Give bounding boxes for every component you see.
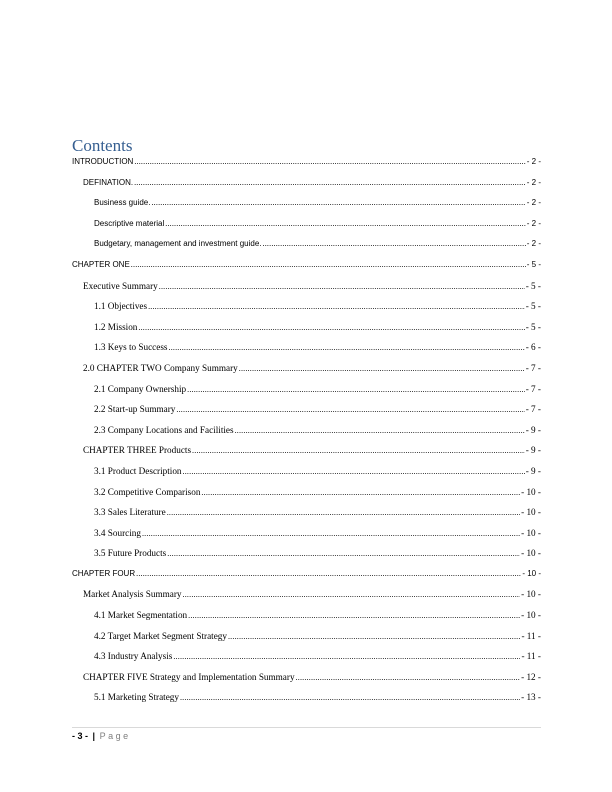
toc-dot-leader (188, 611, 520, 620)
toc-entry-page: - 12 - (521, 671, 541, 682)
toc-dot-leader (228, 632, 520, 641)
page-footer (72, 727, 541, 741)
toc-entry[interactable] (72, 569, 541, 590)
toc-entry-page: - 10 - (522, 568, 541, 578)
toc-entry[interactable] (72, 384, 541, 405)
toc-entry-label: CHAPTER FOUR (72, 568, 136, 578)
toc-dot-leader (134, 178, 526, 187)
toc-entry-page: - 2 - (526, 239, 541, 249)
toc-dot-leader (159, 282, 525, 291)
toc-entry[interactable] (72, 589, 541, 610)
toc-entry-page: - 7 - (525, 383, 541, 394)
toc-dot-leader (239, 364, 525, 373)
toc-entry-page: - 5 - (525, 280, 541, 291)
toc-entry-page: - 5 - (526, 259, 541, 269)
toc-dot-leader (201, 488, 520, 497)
footer-page-number: - 3 - (72, 731, 89, 741)
toc-entry[interactable] (72, 219, 541, 240)
toc-entry[interactable] (72, 260, 541, 281)
toc-entry-label: 2.2 Start-up Summary (94, 404, 176, 415)
toc-entry-label: 4.1 Market Segmentation (94, 610, 188, 621)
toc-entry-page: - 7 - (525, 404, 541, 415)
toc-entry-page: - 6 - (525, 342, 541, 353)
toc-entry[interactable] (72, 157, 541, 178)
toc-entry-label: 3.2 Competitive Comparison (94, 486, 201, 497)
toc-entry[interactable] (72, 239, 541, 260)
toc-entry-label: 4.2 Target Market Segment Strategy (94, 630, 227, 641)
toc-dot-leader (148, 302, 525, 311)
toc-entry[interactable] (72, 322, 541, 343)
toc-entry-label: CHAPTER THREE Products (83, 445, 192, 456)
toc-entry[interactable] (72, 404, 541, 425)
toc-entry-label: 2.1 Company Ownership (94, 383, 187, 394)
toc-entry-page: - 13 - (521, 692, 541, 703)
toc-dot-leader (183, 590, 521, 599)
toc-entry-page: - 10 - (521, 507, 541, 518)
toc-entry-page: - 10 - (521, 548, 541, 559)
toc-dot-leader (142, 529, 520, 538)
toc-entry[interactable] (72, 548, 541, 569)
toc-dot-leader (183, 467, 525, 476)
toc-entry-page: - 9 - (525, 445, 541, 456)
toc-entry[interactable] (72, 487, 541, 508)
toc-entry-label: Descriptive material (94, 218, 165, 228)
toc-entry[interactable] (72, 528, 541, 549)
toc-dot-leader (138, 323, 524, 332)
footer-separator: | (92, 731, 96, 741)
toc-entry-page: - 5 - (525, 301, 541, 312)
toc-dot-leader (167, 549, 520, 558)
toc-entry-page: - 2 - (526, 157, 541, 166)
toc-dot-leader (165, 219, 526, 228)
toc-entry-label: 3.1 Product Description (94, 465, 182, 476)
footer-page-word: Page (99, 731, 131, 741)
toc-dot-leader (134, 157, 525, 166)
toc-entry-label: Executive Summary (83, 280, 158, 291)
toc-entry[interactable] (72, 178, 541, 199)
toc-entry-page: - 10 - (521, 610, 541, 621)
toc-heading: Contents (72, 136, 133, 155)
toc-dot-leader (263, 239, 526, 248)
toc-entry[interactable] (72, 363, 541, 384)
toc-entry[interactable] (72, 425, 541, 446)
toc-entry[interactable] (72, 466, 541, 487)
toc-dot-leader (187, 385, 525, 394)
toc-entry-page: - 5 - (525, 321, 541, 332)
toc-entry-label: CHAPTER FIVE Strategy and Implementation Summary (83, 671, 295, 682)
toc-entry[interactable] (72, 692, 541, 713)
toc-entry-page: - 2 - (526, 177, 541, 187)
toc-entry-label: 2.0 CHAPTER TWO Company Summary (83, 362, 238, 373)
toc-entry-label: Business guide. (94, 198, 151, 208)
toc-entry-page: - 11 - (521, 630, 541, 641)
toc-entry-label: CHAPTER ONE (72, 259, 130, 269)
toc-entry-page: - 7 - (525, 362, 541, 373)
toc-entry-label: 2.3 Company Locations and Facilities (94, 424, 234, 435)
toc-entry-page: - 10 - (521, 527, 541, 538)
toc-entry[interactable] (72, 342, 541, 363)
toc-entry[interactable] (72, 651, 541, 672)
toc-entry-page: - 9 - (525, 424, 541, 435)
toc-entry-label: Budgetary, management and investment guide. (94, 239, 262, 249)
toc-entry-label: INTRODUCTION (72, 157, 134, 166)
toc-dot-leader (192, 446, 525, 455)
toc-dot-leader (136, 569, 521, 578)
toc-dot-leader (173, 652, 520, 661)
toc-dot-leader (167, 508, 520, 517)
toc-entry[interactable] (72, 198, 541, 219)
toc-entry-page: - 9 - (525, 465, 541, 476)
toc-dot-leader (176, 405, 524, 414)
toc-entry[interactable] (72, 672, 541, 693)
toc-dot-leader (296, 673, 521, 682)
toc-entry-page: - 11 - (521, 651, 541, 662)
toc-entry[interactable] (72, 301, 541, 322)
toc-entry[interactable] (72, 507, 541, 528)
toc-entry-label: Market Analysis Summary (83, 589, 182, 600)
toc-entry-page: - 10 - (521, 486, 541, 497)
toc-entry-page: - 2 - (526, 198, 541, 208)
toc-dot-leader (235, 426, 525, 435)
toc-entry-page: - 10 - (521, 589, 541, 600)
toc-entry-page: - 2 - (526, 218, 541, 228)
table-of-contents (72, 157, 541, 713)
toc-entry-label: 3.5 Future Products (94, 548, 167, 559)
toc-entry-label: 1.1 Objectives (94, 301, 148, 312)
toc-entry-label: 4.3 Industry Analysis (94, 651, 173, 662)
toc-entry-label: 5.1 Marketing Strategy (94, 692, 179, 703)
toc-entry[interactable] (72, 631, 541, 652)
toc-dot-leader (180, 693, 520, 702)
toc-entry-label: 3.4 Sourcing (94, 527, 141, 538)
toc-dot-leader (169, 343, 525, 352)
toc-entry[interactable] (72, 610, 541, 631)
toc-dot-leader (151, 198, 525, 207)
toc-entry[interactable] (72, 281, 541, 302)
toc-entry-label: DEFINATION. (83, 177, 134, 187)
toc-entry[interactable] (72, 445, 541, 466)
toc-entry-label: 3.3 Sales Literature (94, 507, 166, 518)
toc-dot-leader (131, 260, 526, 269)
toc-entry-label: 1.3 Keys to Success (94, 342, 168, 353)
toc-entry-label: 1.2 Mission (94, 321, 138, 332)
